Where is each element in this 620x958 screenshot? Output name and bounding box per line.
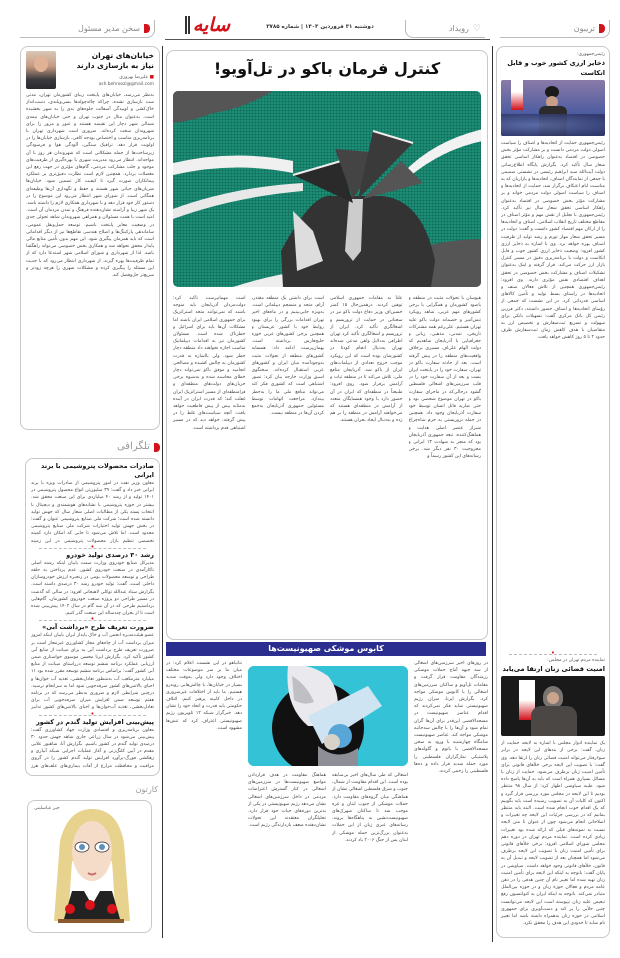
second-story-banner bbox=[166, 642, 486, 656]
second-story-image bbox=[248, 666, 408, 766]
story-title[interactable]: امنیت قضائی زنان ارتقا می‌یابد bbox=[502, 665, 605, 674]
main-story-box bbox=[166, 50, 488, 640]
news-title[interactable]: صادرات محصولات پتروشیمی با برند ایرانی bbox=[41, 462, 154, 479]
section-tab-editorial[interactable] bbox=[20, 20, 155, 38]
article-column: اشغالی که طی سال‌های اخیر بی‌سابقه بوده است. این اقدام مقاومت از شمال، جنوب و شرق فلسطین اشغالی نشان از هماهنگی میان گروه‌های مقاومت دارد. حملات موشکی از جنوب لبنان و غزه موجب شد تا ساکنان شهرک‌های صهیونیست‌نشین به پناهگاه‌ها بروند. رسانه‌های عبری زبان از این حملات به‌عنوان بزرگ‌ترین حمله موشکی از لبنان پس از جنگ ۲۰۰۶ یاد کردند. bbox=[332, 773, 408, 843]
collage-illustration bbox=[173, 91, 481, 287]
story-title[interactable]: ذخایر ارزی کشور خوب و قابل اتکاست bbox=[507, 59, 605, 77]
header-rule bbox=[165, 39, 490, 40]
section-tab-event[interactable] bbox=[405, 20, 485, 38]
telegraphic-box bbox=[25, 458, 160, 776]
editorial-subtitle: نیاز به بازسازی دارند bbox=[76, 61, 154, 70]
article-column: هیوسان با تحولات مثبت در منطقه و باصود کشورمان و همگرایی با برخی کشورهای مهم عربی، شاهد رویکرد تنش‌آمیز و خصمانه دولت باکو علیه تهران هستیم. علی‌رغم همه مشترکات تاریخی، تمدنی، مذهبی، زبانی و جغرافیایی با آذربایجان شاهدیم که دولت الهام علی‌اف مسیری برخلاف واقعیت‌های منطقه را در پیش گرفته است. بعد از حادثه سفارت باکو در تهران، سفارت خود را در پایتخت ایران بست و بعد از آن سفارت خود را در قلب سرزمین‌های اشغالی فلسطین گشود درحالی‌که در ماجرای سفارت باکو در تهران موضوع شخصی بود و حتی ضاربه قاتل انسان توسط خود سفارت آذربایجان وجود داد. همچنین در حمله تروریستی به حرم شاه‌چراغ شیراز عنصر اصلی هدایت و هماهنگ‌کننده، تبعه جمهوری آذربایجان بود که منجر به شهادت ۱۳ ایرانی و مجروحیت ۳۰ نفر دیگر شد. برخی رسانه‌های این کشور رسماً و bbox=[408, 296, 481, 460]
section-marker-icon bbox=[154, 443, 160, 452]
news-body: مدیرکل صنایع خودروی وزارت صمت باییان اینکه رشته اصلی ناکارآمدی در صنعت خودروی کشور، عدم پرداختن به حلقه طراحی و توسعه محصولات بومی در زنجیره ارزش خودروسازان داخلی است، گفت: تولید خودرو رشد ۳۰ درصدی داشته است. بگزارش ستاد عبدالله توکلی لاهیجانی افزود: در سالی که گذشت در مسیر طراحی دو پروژه صنعت خودروی کشورمان، گام‌هایی برداشتیم طرحی که در آن سه گام در سال ۱۴۰۲ پیش‌بینی شده است تا از بحران چندساله این صنعت گذر کنیم. bbox=[31, 560, 154, 617]
newspaper-logo bbox=[185, 14, 230, 36]
cartoon-artist: جبر عباسلینی bbox=[34, 806, 60, 811]
news-item bbox=[31, 718, 154, 772]
news-body: معاون وزیر نفت در امور پتروشیمی از صادرات ویژه با برند ایرانی خبر داد و گفت: ۳۹ میلیون‌تن انواع محصول پتروشیمی در ۱۴۰۱ تولید و از رشد ۴۰ میلیاردی برای این صنعت محقق شد. بیشتر در حوزه پتروشیمی با نشانه‌های هوشمندی و دیجیتال با انتخاب پسته یکی از مطالبات اصلی شعار سال که جهش تولید دانسته شده است؛ شرکت ملی صنایع پتروشیمی عنوان و گفت: در بخش جهش تولید اختیارات شرکت ملی صنایع پتروشیمی محدود است. اما تلاش می‌شود تا جایی که امکان دارد کمیته تخصصی تنظیم بازار محصولات پتروشیمی در این زمینه bbox=[31, 481, 154, 544]
divider bbox=[501, 651, 605, 657]
bulb-icon: ♡ bbox=[472, 23, 481, 34]
right-column-box bbox=[496, 46, 610, 938]
main-story-image bbox=[173, 91, 481, 287]
main-story-columns bbox=[173, 295, 481, 619]
section-title: تلگرافی bbox=[116, 441, 150, 452]
news-item bbox=[31, 623, 154, 711]
editorial-header bbox=[26, 51, 154, 89]
divider bbox=[31, 712, 154, 718]
date-issue: دوشنبه ۳۱ فروردین ۱۴۰۳ | شماره ۳۷۸۵ bbox=[266, 24, 374, 30]
news-item bbox=[31, 462, 154, 545]
cartoon-header bbox=[118, 784, 158, 796]
editorial-title: خیابان‌های تهران bbox=[91, 51, 154, 60]
news-title[interactable]: ضرورت تعریف طرح «برداشت آبی» bbox=[42, 623, 154, 632]
leader-collage bbox=[248, 666, 408, 766]
story-kicker: نماینده مردم تهران در مجلس: bbox=[547, 658, 605, 664]
section-title: سخن مدیر مسئول bbox=[78, 24, 140, 33]
news-body: معاون برنامه‌ریزی و اقتصادی وزارت جهاد کشاورزی گفت: پیش‌بینی می‌شود در سال زراعی جاری شاهد جهش حدود ۳۰ درصدی تولید گندم در کشور باشیم. بگزارش آنا، شاهبور علایی مقدم در آیین کلنگ‌زنی و آغاز عملیات اجرایی شبکه آبیاری و زهکشی فورگ-برآورد افزایش تولید گندم کشور را در گروی مراقبت و محافظت مزارع از آفات بیماری‌های علف‌های هرز bbox=[31, 727, 154, 769]
story-kicker: رئیس‌جمهوری: bbox=[576, 52, 605, 57]
cartoon-box bbox=[27, 800, 152, 933]
author-name: علیرضا بهروزی bbox=[119, 75, 149, 80]
editorial-body: به‌نظر می‌رسد، خیابان‌های پایتخت زیبای کشورمان تهران، مدتی ست بازسازی نشده، چراکه چاله‌چوله‌ها بسی‌وبلندی، دست‌انداز خاک‌کشی و لوبیدگی آسفالت جلوه‌های بدی را به شهر بخشیده است. به‌عنوان مثال در جنوب تهران و حتی خیابان‌های نیمه‌ی شمالی شهر دچار این نقیصه هستند و عبور و مرور را برای شهروندان سخت کرده‌اند. ضروری است شهرداری تهران با برنامه‌ریزی مناسب و اختصاص بودجه کافی، بازسازی خیابان‌ها را در اولویت قرار دهد. ترافیک سنگین، آلودگی هوا و فرسودگی زیرساخت‌ها از جمله مشکلاتی است که شهروندان هر روز با آن مواجه‌اند. انتظار می‌رود مدیریت شهری با بهره‌گیری از ظرفیت‌های موجود و جلب مشارکت مردمی، گام‌های مؤثری در جهت رفع این معضلات بردارد. همچنین لازم است نظارت دقیق‌تری بر عملکرد پیمانکاران صورت گیرد تا کیفیت کار تضمین شود. خیابان‌ها شریان‌های حیاتی شهر هستند و حفظ و نگهداری آن‌ها وظیفه‌ای همگانی است. از شورای شهر انتظار می‌رود این موضوع را در دستور کار خود قرار دهد و با شهرداری همکاری لازم را داشته باشد. یک شهر زیبا و آراسته نشان‌دهنده فرهنگ و تمدن مردمان آن است. امید است با همت مسئولان و همراهی شهروندان شاهد تحولی جدی در وضعیت معابر پایتخت باشیم. توسعه حمل‌ونقل عمومی، ساماندهی پارکینگ‌ها و اصلاح هندسی تقاطع‌ها نیز از دیگر اقداماتی است که باید همزمان پیگیری شود. این مهم بدون تأمین منابع مالی پایدار محقق نخواهد شد و همکاری بخش خصوصی می‌تواند راهگشا باشد. لذا از شهرداری و شورای اسلامی شهر استدعا دارد که از تمام ظرفیت‌ها بهره گیرند. از شهرداری انتظار می‌رود که با جدیت این مسئله را پیگیری کرده و مشکلات شهری را هرچه زودتر و سریع‌تر حل‌وفصل کند. bbox=[26, 93, 154, 279]
column-rule bbox=[162, 46, 163, 938]
page-header bbox=[20, 14, 610, 40]
editorial-box bbox=[20, 46, 160, 430]
story-body: یک نماینده ادوار مجلس با اشاره به لایحه حمایت از زنان، گفت: برخی از بندهای این لایحه در برابر سوءرفتار می‌تواند امنیت قضائی زنان را ارتقا دهد. وی گفت: با تصویب این لایحه برخی خلأهای قانونی برای تأمین امنیت زنان برطرف می‌شود. حمایت از زنان با مسائل بسیاری همراه است که باید به آن‌ها پاسخ داده شود. طیبه سیاوشی اظهار کرد: از سال ۹۸ منتظر بودیم تا این لایحه در مجلس مورد بررسی قرار گیرد و اکنون که کلیات آن به تصویب رسیده است باید بگوییم که یک اقدام خوب انجام شده است. البته باید منتظر بمانیم که در بررسی جزئیات این لایحه چه تغییرات و اصلاحاتی انجام می‌شود چون از عنوان تا متن لایحه نسبت به نمونه‌های قبلی که ارائه شده بود تغییرات زیادی کرده است. نماینده مردم تهران در دوره دهم مجلس شورای اسلامی افزود: برخی خلأهای قانونی برای تأمین امنیت زنان با تصویب این لایحه برطرف می‌شود اما همچنان بعد از تصویب لایحه و تبدیل آن به قانون، خلأهای قانونی وجود خواهد داشت. سیاوشی در پایان گفت: باتوجه به اینکه این لایحه برای تأمین امنیت زنان تهیه شده اما تغییر نام آن چنین هدفی را در ذهن عامه مردم و فعالان حوزه زنان و در حوزه بین‌الملل متبادر نمی‌کند. باتوجه به اینکه ایران به کنوانسیون رفع تبعیض علیه زنان نپیوسته است این لایحه می‌توانست چنین خلأیی را پر کند و دست‌آویزی برای جمهوری اسلامی در حوزه زنان به‌همراه داشته باشد اما تغییر نام شاید تا حدودی این هدف را محقق نکرد. bbox=[501, 741, 605, 927]
article-column: علناً به مقامات جمهوری اسلامی توهین کردند. درهمین‌حال ۱۵ کمتر حسین‌اف وزیر دفاع دولت باکو نیز در سخنانی در حمایت از تروریسم و اشغالگری تأکید کرد. ایران از تروریسم و اشغالگری تأکید کرد تهران اطرافی به‌دلایل واهی مدعی شده‌اند تهران به‌دنبال انجام کودتا در کشورشان بوده است که این رویکرد موجب خروج تعدادی از دیپلمات‌های ایران از باکو شد. آذربایجان منافع ملی، تلاش می‌کند تا در منطقه ثبات و آرامش برقرار شود. روی افزود: طبیعتاً در منطقه‌ای که ایران در آن حضور دارد با وجود همسایگان متعدد از آرامش در منطقه‌ای هستند که می‌خواهند آرامش در منطقه را بر هم زده و به‌دنبال ایجاد بحران هستند. bbox=[330, 296, 403, 424]
cartoon-illustration bbox=[28, 801, 152, 933]
lawmaker-photo bbox=[501, 676, 605, 736]
divider bbox=[31, 617, 154, 623]
story-body: رئیس‌جمهوری حمایت از اتحادیه‌ها و اصناف را سیاست اصولی دولت مردمی دانست و بر مشارکت مؤثر بخش خصوصی در اقتصاد به‌عنوان راهکار اساسی تحقق شعار سال تأکید کرد. بگزارش پایگاه اطلاع‌رسانی دولت آیت‌الله سید ابراهیم رئیسی در نشستی صمیمی با جمعی از نمایندگان اصناف، اتحادیه‌ها و بازاریان که به مناسبت ایام اعتکاف برگزار شد، حمایت از اتحادیه‌ها و اصناف را سیاست اصولی دولت مردمی خواند و بر مشارکت مؤثر بخش خصوصی در اقتصاد به‌عنوان راهکار اساسی تحقق شعار سال نیز تأکید کرد. رئیس‌جمهوری با تجلیل از نقش مهم و مؤثر اصناف در مقاطع مختلف تاریخ انقلاب اسلامی، اصناف و اتحادیه‌ها را از ارکان مهم اقتصاد کشور دانست و گفت: دولت در مسیر تحقق شعار مهار تورم و رشد تولید از ظرفیت اصناف بهره خواهد برد. وی با اشاره به ذخایر ارزی کشور افزود: وضعیت ذخایر ارزی کشور خوب و قابل اتکاست و دولت با برنامه‌ریزی دقیق در مسیر کنترل بازار ارز حرکت می‌کند. قرار گرفته و اینک به‌عنوان تشکیلات اصناف و مشارکت بخش خصوصی در تحقق اهداف اقتصادی نقش مؤثری دارند. وی افزود: رئیس‌جمهوری همچنین از تلاش فعالان صنف و اتحادیه‌ها در راستای بسط تولید و تأمین کالاهای اساسی قدردانی کرد. در این نشست که جمعی از رؤسای اتحادیه‌ها و اصناف حضور داشتند، دکتر فرزین رئیس کل بانک مرکزی گفت: تسهیلات بانکی برای سهولت و تسریع ثبت‌سفارش و تخصیص ارز به متقاضیان با هدف کاهش زمان ثبت‌سفارش ظرف حدود ۲ تا ۵ روز کاهش خواهد یافت. bbox=[501, 141, 605, 341]
news-title[interactable]: رشد ۳۰ درصدی تولید خودرو bbox=[66, 550, 154, 559]
author-email[interactable]: ash.behroozi@gmail.com bbox=[98, 82, 154, 87]
editorial-author: ■ علیرضا بهروزی bbox=[119, 75, 154, 80]
article-column: است برای داشتن یک منطقه مقتدر، آرام، متحد و منسجم دیپلماتی است. به‌ویژه جایی‌بینیم و در ماه‌های اخیر تهران اقدامات بزرگی را برای بهبود روابط خود با کشور عربستان و همچنین برخی کشورهای عربی حوزه خلیج‌فارس برداشته است. بهمان‌پرست ادامه داد: همسایه کشورهای منطقه از تحولات مثبت به‌وجودآمده میان ایران و کشورهای عربی استقبال کرده‌اند. سخنگوی اسبق وزارت خارجه بیان کرد: تصور اشتباهی است که کشوری فکر کند می‌تواند منافع ملی ما را به‌خطر بیندازد. مراجعت اتهامات توسط مسئولین جمهوری آذربایجان به‌جمع کردن آن‌ها در منطقه نیست. bbox=[251, 296, 324, 417]
section-title: تریبون bbox=[573, 24, 595, 33]
article-column: در روزهای اخیر سرزمین‌های اشغالی از سه جبهه آماج حملات موشکی رزمندگان مقاومت قرار گرفت و مقامات تل‌آویو و ساکنان سرزمین‌های اشغالی را با کابوس موشکی مواجه کرد. بگزارش ایرنا، سران رژیم صهیونیستی شاید فکر نمی‌کردند که اقدام عناصر صهیونیست در مسجدالاقصی این‌قدر برای آن‌ها گران تمام شود و آن‌ها را با چالش سه‌جانبه موشکی مواجه کند. عناصر صهیونیست شامگاه چهارشنبه با ورود به صحن مسجدالاقصی با باتوم و گلوله‌های پلاستیکی نمازگزاران فلسطینی را مورد حمله شدید قرار داده و ده‌ها فلسطینی را زخمی کردند. bbox=[414, 661, 488, 775]
article-column: هماهنگ مقاومت در هدف قراردادن مواضع صهیونیست‌ها در سرزمین‌های اشغالی در کنار گسترش اعتراضات مردمی در داخل سرزمین‌های اشغالی نشان می‌دهد رژیم صهیونیستی در یکی از بدترین دوره‌های حیات خود قرار دارد. تحلیلگران معتقدند این تحولات نشان‌دهنده ضعف بازدارندگی رژیم است. bbox=[248, 773, 326, 829]
section-marker-icon bbox=[144, 24, 150, 33]
news-item bbox=[31, 551, 154, 618]
section-tab-tribune[interactable] bbox=[500, 20, 610, 38]
author-photo bbox=[26, 51, 56, 89]
news-body: عضو هیئت‌مدیره انجمن آب و خاک پایدار ایران باییان اینکه امروز میزان برداشت آب از چاه‌های مجاز کشاورزی غیرمجاز است بر ضرورت تعریف طرح برداشت آبی به برای صیانت از منابع آبی کشور تأکید کرد. بگزارش ایرنا محسن موسوی خواستاری ضمن ارزیابی عملکرد برنامه ششم توسعه درراستای صیانت از منابع آبی کشور گفت: براساس برنامه ششم توسعه مقرر شده بود ۱۱ میلیارد مترمکعب آب به‌منظور تعادل‌بخشی، تغذیه آب خوان‌ها و احیای بالانس‌های کشور صرفه‌جویی شود اما به سرانجام نرسید. درچنین شرایطی لازم و ضروری به‌نظر می‌رسد که در برنامه هفتم توسعه ضمن افزایش میزان صرفه‌جویی آب برای تعادل‌بخشی، تغذیه آب‌خوان‌ها و احیای بالانس‌های کشور تدابیر bbox=[31, 633, 154, 711]
news-title[interactable]: پیش‌بینی افزایش تولید گندم در کشور bbox=[36, 717, 154, 726]
article-column: نتانیاهو در این نشست اعلام کرد: در میان ما بر سر موضوعات مختلف اختلاف وجود دارد ولی به‌وقت شدید بسیار در خیابان‌ها، با چالش‌هایی روبه‌رو هستیم. ما باید از اختلافات غیرضروری در داخل کابینه پرهیز کنیم. ائتلاف حکومتی باید قدرت و اتحاد خود را نشان دهد. خبرگزار شبکه ۱۲ تلویزیون رژیم صهیونیستی اعتراف کرد که تنش‌ها مشهود است. bbox=[166, 661, 242, 731]
president-photo bbox=[501, 80, 605, 136]
article-column: است مهمانپرست تأکید کرد: دولت‌مردان آذربایجان باید متوجه باشند که نمی‌توانند متحد استراتژیک برای جمهوری اسلامی ایران باشند اما مشکلات آن‌ها باید برای اسرائیل و خطرناک شده است. مسئولان کشورمان نیز به اقدامات دیپلماتیک مناسب اجازه نخواهند داد منطقه دچار خطر شود. ولی بااشاره به قدرت کشورمان به چالش کشیده و مصالحی انجامید و موفق باکو نمی‌تواند دچار خطای محاسبه شده و به‌شیوه برخی جریان‌های دولت‌های منطقه‌ای و فرامنطقه‌ای از مسیر استراتژیک ایران غفلت کند؛ که قدرت ایران در آینده به‌مثابه بیش از پیش قاطعیت خواهد یافت. آنچه سیاست‌های غلط را در پیش گرفته، خواهد دید که در مسیر اشتباهی قدم برداشته است. bbox=[173, 296, 246, 431]
section-title: کارتون bbox=[135, 785, 158, 794]
second-story-body bbox=[166, 660, 488, 945]
logo-bars-icon bbox=[185, 16, 190, 34]
section-title: رویداد bbox=[448, 24, 469, 33]
telegraphic-header bbox=[40, 440, 160, 454]
second-headline[interactable]: کابوس موشکی صهیونیست‌ها bbox=[268, 644, 384, 653]
column-rule bbox=[492, 46, 493, 942]
section-marker-icon bbox=[599, 24, 605, 33]
logo-text: سایه bbox=[192, 14, 230, 36]
main-headline[interactable]: کنترل فرمان باکو در تل‌آویو! bbox=[213, 59, 441, 78]
divider bbox=[31, 545, 154, 551]
